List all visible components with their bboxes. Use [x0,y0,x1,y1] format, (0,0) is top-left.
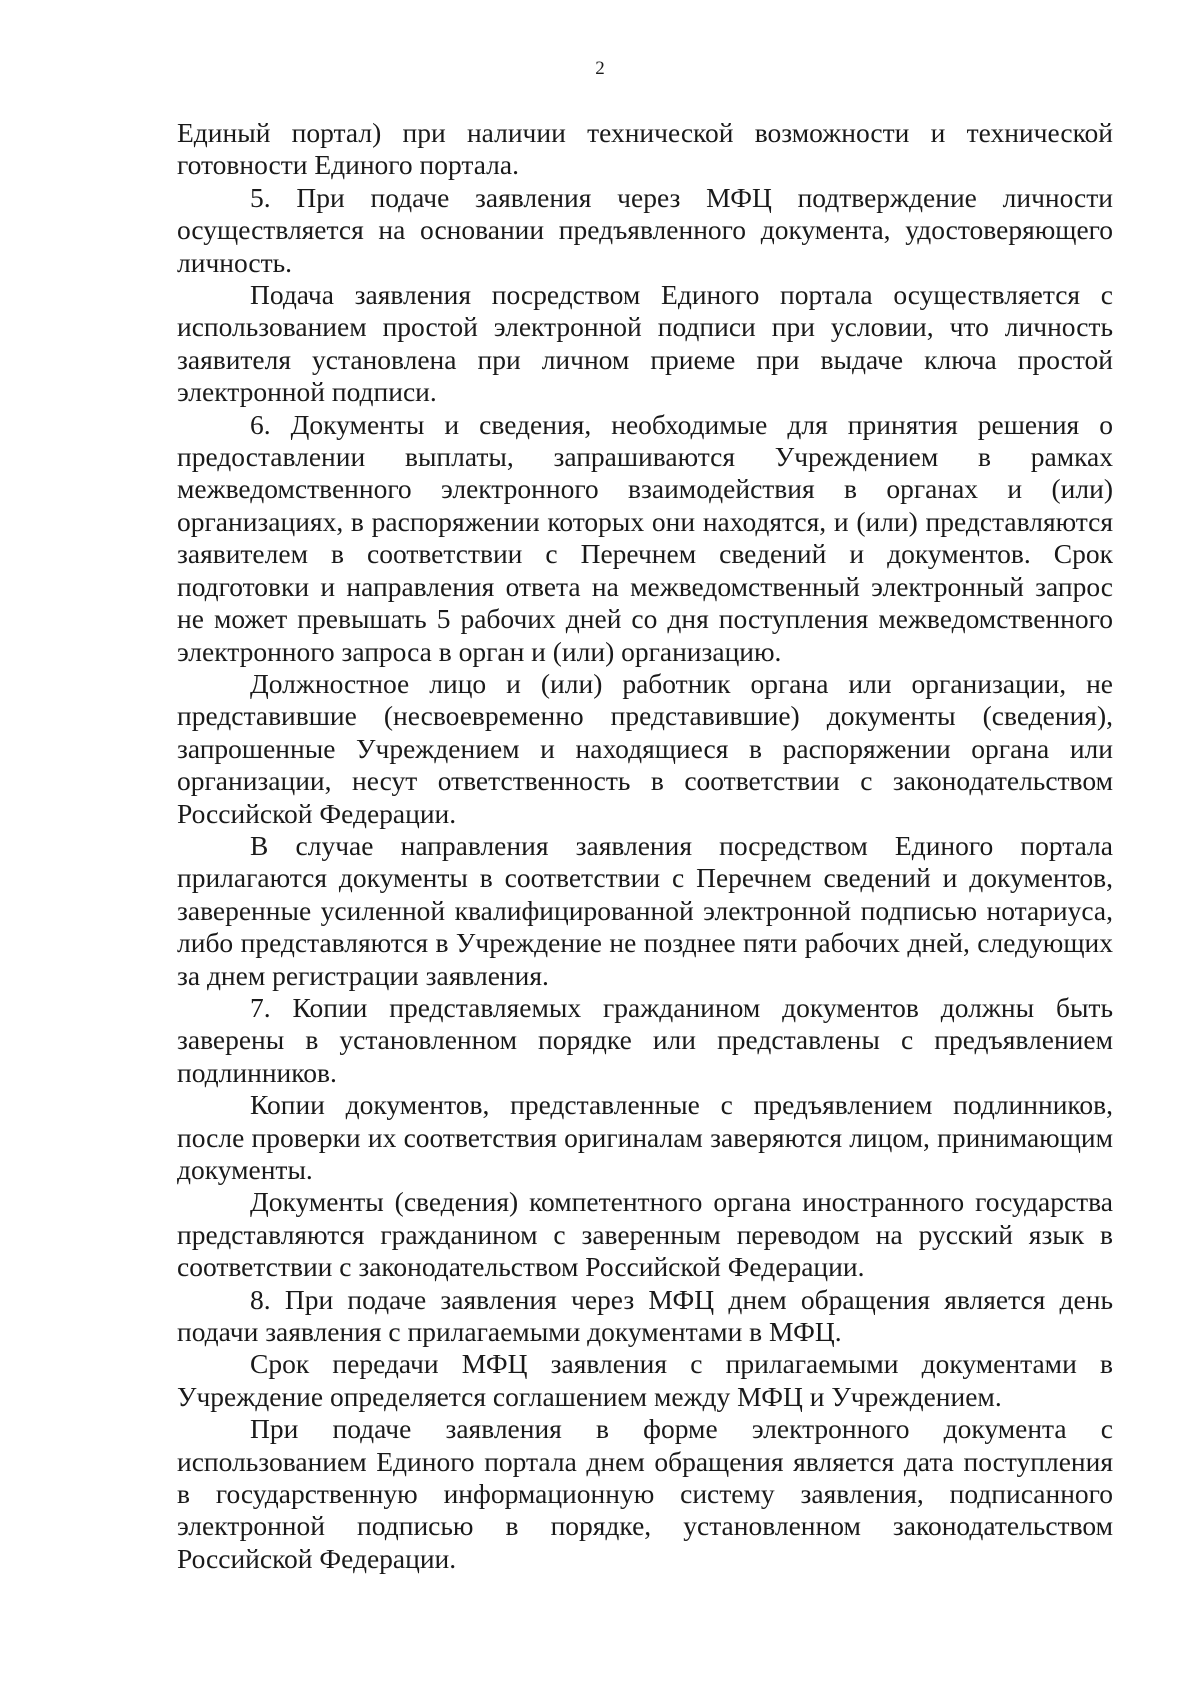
paragraph-electronic-signature: Подача заявления посредством Единого портала осуществляется с использованием простой электронной подписи при условии, что личность заявителя установлена при личном приеме при выдаче ключа простой электронной подписи. [177,279,1113,408]
paragraph-item-7: 7. Копии представляемых гражданином документов должны быть заверены в установленном порядке или представлены с предъявлением подлинников. [177,991,1113,1088]
paragraph-item-5: 5. При подаче заявления через МФЦ подтверждение личности осуществляется на основании предъявленного документа, удостоверяющего личность. [177,181,1113,278]
paragraph-item-6: 6. Документы и сведения, необходимые для принятия решения о предоставлении выплаты, запрашиваются Учреждением в рамках межведомственного электронного взаимодействия в органах и (или) организациях, в распоряжении которых они находятся, и (или) представляются заявителем в соответствии с Перечнем сведений и документов. Срок подготовки и направления ответа на межведомственный электронный запрос не может превышать 5 рабочих дней со дня поступления межведомственного электронного запроса в орган и (или) организацию. [177,408,1113,667]
paragraph-electronic-submission: При подаче заявления в форме электронного документа с использованием Единого портала днем обращения является дата поступления в государственную информационную систему заявления, подписанного электронной подписью в порядке, установленном законодательством Российской Федерации. [177,1413,1113,1574]
page-number: 2 [595,58,605,79]
paragraph-responsibility: Должностное лицо и (или) работник органа или организации, не представившие (несвоевременно представившие) документы (сведения), запрошенные Учреждением и находящиеся в распоряжении органа или организации, несут ответственность в соответствии с законодательством Российской Федерации. [177,667,1113,829]
paragraph-copies: Копии документов, представленные с предъявлением подлинников, после проверки их соответствия оригиналам заверяются лицом, принимающим документы. [177,1089,1113,1185]
paragraph-transfer-term: Срок передачи МФЦ заявления с прилагаемыми документами в Учреждение определяется соглашением между МФЦ и Учреждением. [177,1348,1113,1412]
paragraph-portal-documents: В случае направления заявления посредством Единого портала прилагаются документы в соответствии с Перечнем сведений и документов, заверенные усиленной квалифицированной электронной подписью нотариуса, либо представляются в Учреждение не позднее пяти рабочих дней, следующих за днем регистрации заявления. [177,829,1113,991]
paragraph-continuation: Единый портал) при наличии технической возможности и технической готовности Единого портала. [177,117,1113,181]
paragraph-item-8: 8. При подаче заявления через МФЦ днем обращения является день подачи заявления с прилагаемыми документами в МФЦ. [177,1283,1113,1348]
document-body [177,117,1113,1575]
paragraph-foreign-documents: Документы (сведения) компетентного органа иностранного государства представляются гражданином с заверенным переводом на русский язык в соответствии с законодательством Российской Федерации. [177,1186,1113,1283]
